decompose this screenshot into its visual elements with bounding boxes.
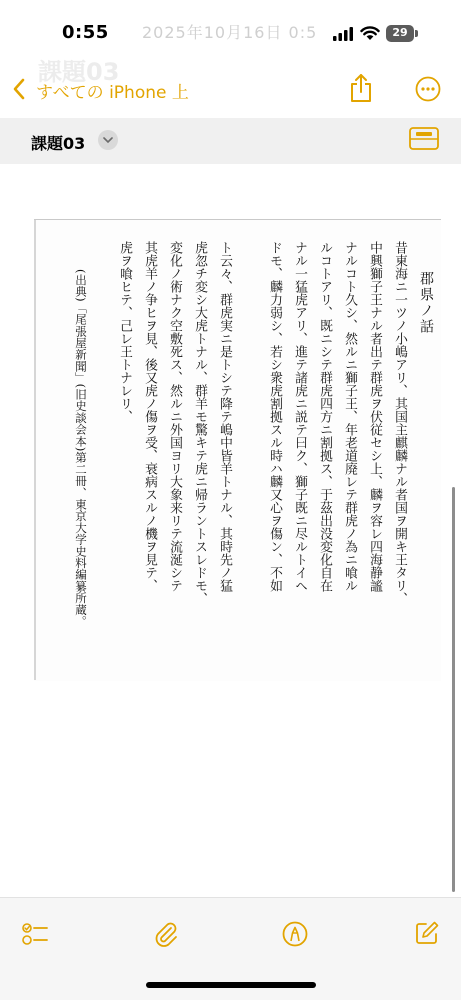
ellipsis-circle-icon[interactable] <box>415 76 441 102</box>
document-left-edge <box>34 220 36 680</box>
document-column: 虎忽チ変シ大虎トナル、群羊モ驚キテ虎ニ帰ラントスレドモ、 <box>192 241 207 605</box>
document-column: ルコトアリ、既ニシテ群虎四方ニ割拠ス、于茲出没変化自在 <box>317 241 332 592</box>
scan-text-icon[interactable] <box>409 127 439 150</box>
nav-ghost-title: 課題03 <box>38 58 120 86</box>
status-bar-ghost-title: 2025年10月16日 0:5 <box>142 23 318 42</box>
scroll-indicator[interactable] <box>452 487 455 892</box>
chevron-down-icon[interactable] <box>98 130 118 150</box>
document-column: ドモ、麟力弱シ、若シ衆虎割拠スル時ハ麟又心ヲ傷ン、不如 <box>267 241 282 592</box>
back-button-label[interactable]: すべての iPhone 上 <box>36 83 189 103</box>
home-indicator[interactable] <box>146 982 316 988</box>
chevron-left-icon[interactable] <box>12 78 26 100</box>
document-column: ナルコト久シ、然ルニ獅子王、年老道廃レテ群虎ノ為ニ喰ル <box>342 241 357 592</box>
signal-icon <box>333 27 353 41</box>
battery-icon <box>386 25 420 42</box>
document-column: 変化ノ術ナク空敷死ス、然ルニ外国ヨリ大象来リテ流涎シテ <box>167 241 182 592</box>
markup-pen-icon[interactable] <box>282 921 308 947</box>
wifi-icon <box>360 25 380 41</box>
document-column: 其虎羊ノ争ヒヲ見、後又虎ノ傷ヲ受、衰病スルノ機ヲ見テ、 <box>142 241 157 592</box>
status-time: 0:55 <box>62 22 109 43</box>
document-column: 虎ヲ喰ヒテ、己レ王トナレリ、 <box>117 241 132 423</box>
share-icon[interactable] <box>349 73 373 103</box>
folder-title[interactable]: 課題03 <box>31 134 86 153</box>
paperclip-icon[interactable] <box>152 920 180 948</box>
document-column: 昔東海ニ一ツノ小嶋アリ、其国主麒麟ナル者国ヲ開キ王タリ、 <box>392 241 407 605</box>
document-column: ト云々、群虎実ニ是トシテ降テ嶋中皆羊トナル、其時先ノ猛 <box>217 241 232 592</box>
document-column: ナル一猛虎アリ、進テ諸虎ニ説テ曰ク、獅子既ニ尽ルトイヘ <box>292 241 307 592</box>
compose-icon[interactable] <box>414 920 440 946</box>
document-column: 中興獅子王ナル者出テ群虎ヲ伏従セシ上、麟ヲ容レ四海静謐 <box>367 241 382 592</box>
document-source-note: (出典)「尾張屋新聞」(旧史談会本)第二冊、東京大学史料編纂所蔵。 <box>74 269 88 628</box>
checklist-icon[interactable] <box>22 921 48 947</box>
scanned-document <box>34 219 441 681</box>
document-top-edge <box>34 219 441 220</box>
document-title: 郡県ノ話 <box>418 271 434 335</box>
battery-percent: 29 <box>392 26 408 39</box>
